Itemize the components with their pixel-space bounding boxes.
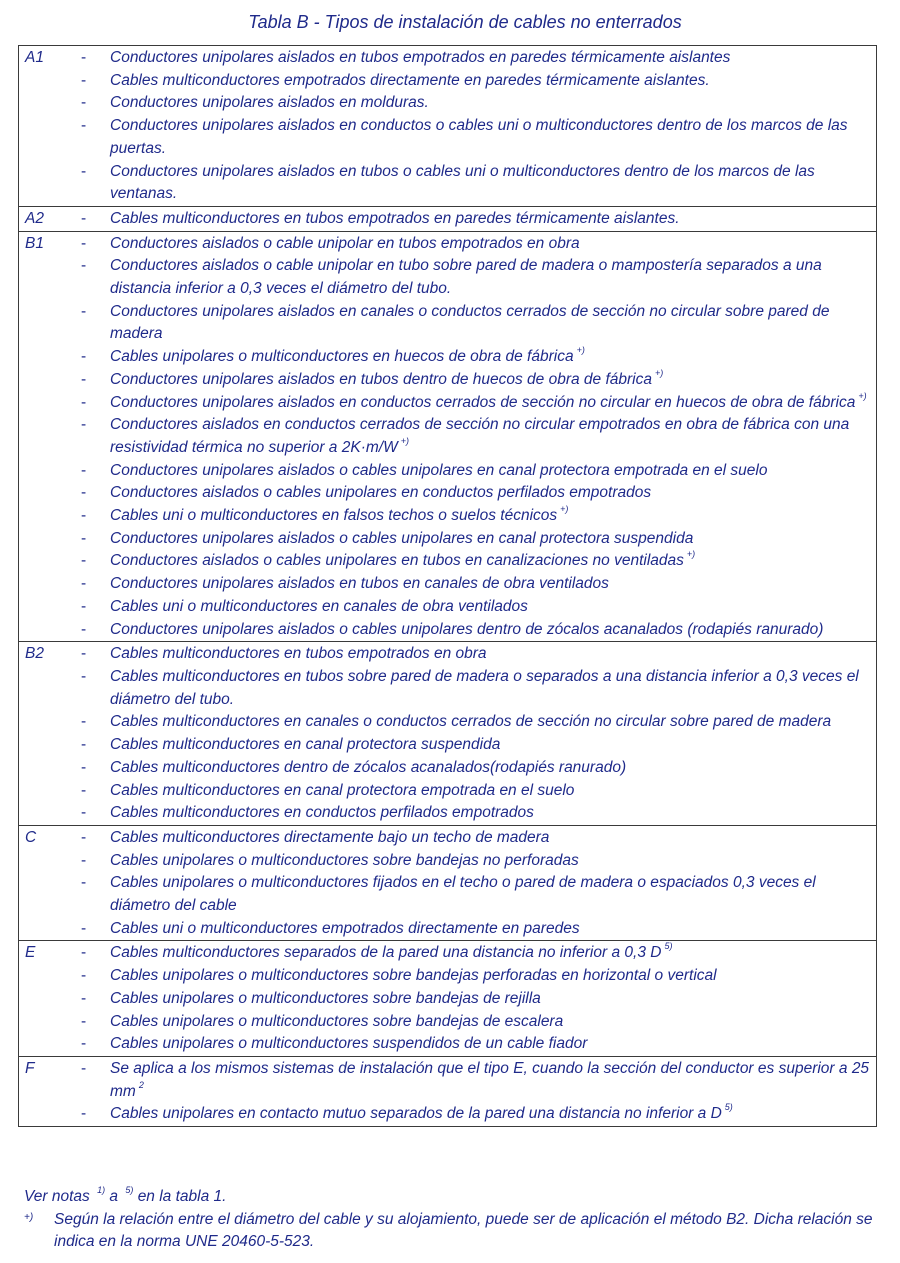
item-text: Conductores unipolares aislados o cables unipolares en canal protectora suspendida [110,529,694,547]
list-item [81,780,872,803]
bullet-dash: - [81,667,87,685]
item-text: Cables multiconductores en tubos sobre pared de madera o separados a una distancia inferior a 0,3 veces el diámetro del tubo. [110,667,859,708]
installation-list [19,46,876,206]
notes-text-b: a [109,1188,119,1205]
bullet-dash: - [81,967,87,985]
installation-types-table [18,45,877,1127]
item-text: Cables unipolares o multiconductores sobre bandejas de rejilla [110,989,541,1007]
item-superscript: +) [686,549,696,560]
item-text: Conductores aislados o cables unipolares en tubos en canalizaciones no ventiladas [110,552,684,570]
bullet-dash: - [81,94,87,112]
list-item [81,92,872,115]
bullet-dash: - [81,1035,87,1053]
notes-sup-1: 1) [97,1185,106,1195]
installation-list [19,1057,876,1126]
bullet-dash: - [81,645,87,663]
bullet-dash: - [81,758,87,776]
notes-line-2 [24,1209,884,1254]
list-item [81,115,872,160]
item-text: Conductores aislados o cable unipolar en tubos empotrados en obra [110,234,580,252]
list-item [81,504,872,528]
bullet-dash: - [81,1059,87,1077]
item-superscript: 2 [138,1079,144,1090]
item-superscript: 5) [724,1102,733,1113]
item-text: Conductores unipolares aislados o cables unipolares en canal protectora empotrada en el suelo [110,461,768,479]
list-item [81,596,872,619]
bullet-dash: - [81,1105,87,1123]
list-item [81,619,872,642]
item-text: Cables unipolares o multiconductores sobre bandejas de escalera [110,1012,564,1030]
item-text: Conductores unipolares aislados en conductos o cables uni o multiconductores dentro de los marcos de las puertas. [110,117,848,157]
list-item [81,872,872,917]
item-text: Se aplica a los mismos sistemas de instalación que el tipo E, cuando la sección del conductor es superior a 25 mm [110,1059,870,1100]
list-item [81,528,872,551]
bullet-dash: - [81,874,87,892]
list-item [81,345,872,369]
item-text: Conductores unipolares aislados en tubos dentro de huecos de obra de fábrica [110,370,653,388]
bullet-dash: - [81,49,87,66]
footnote-mark: +) [24,1211,34,1223]
bullet-dash: - [81,804,87,822]
table-notes [24,1186,884,1254]
list-item [81,711,872,734]
notes-sup-5: 5) [125,1185,134,1195]
item-text: Cables multiconductores en tubos empotrados en obra [110,645,487,663]
bullet-dash: - [81,713,87,731]
bullet-dash: - [81,781,87,799]
item-superscript: +) [858,390,867,401]
bullet-dash: - [81,529,87,547]
item-text: Cables uni o multiconductores en canales de obra ventilados [110,597,528,615]
item-text: Cables multiconductores empotrados directamente en paredes térmicamente aislantes. [110,71,710,89]
bullet-dash: - [81,484,87,502]
installation-list [19,207,876,231]
notes-text-a: Ver notas [24,1188,90,1205]
list-item [81,850,872,873]
bullet-dash: - [81,71,87,89]
bullet-dash: - [81,575,87,593]
item-text: Cables unipolares en contacto mutuo separados de la pared una distancia no inferior a D [110,1105,722,1123]
installation-code: B1 [25,234,44,252]
table-row [19,825,876,941]
installation-code: F [25,1059,35,1077]
notes-line-1 [24,1186,884,1209]
bullet-dash: - [81,944,87,962]
list-item [81,941,872,965]
bullet-dash: - [81,209,87,227]
installation-code: C [25,828,37,846]
bullet-dash: - [81,736,87,754]
notes-text-c: en la tabla 1. [137,1188,227,1205]
item-text: Conductores unipolares aislados en conductos cerrados de sección no circular en huecos de obra de fábrica [110,393,856,411]
item-superscript: 5) [664,941,673,952]
item-text: Cables unipolares o multiconductores fijados en el techo o pared de madera o espaciados 0,3 veces el diámetro del cable [110,874,816,915]
item-superscript: +) [655,367,664,378]
bullet-dash: - [81,507,87,525]
table-title: Tabla B - Tipos de instalación de cables no enterrados [248,12,682,32]
list-item [81,965,872,988]
item-text: Cables unipolares o multiconductores sobre bandejas no perforadas [110,851,579,869]
item-text: Conductores aislados en conductos cerrados de sección no circular empotrados en obra de fábrica con una resistividad térmica no superior a 2K·m/W [110,416,850,456]
bullet-dash: - [81,620,87,638]
installation-code: E [25,944,36,962]
list-item [81,643,872,666]
list-item [81,573,872,596]
bullet-dash: - [81,162,87,180]
bullet-dash: - [81,461,87,479]
list-item [81,233,872,256]
installation-list [19,826,876,941]
item-text: Cables multiconductores separados de la pared una distancia no inferior a 0,3 D [110,944,662,962]
installation-list [19,232,876,642]
footnote-text: Según la relación entre el diámetro del cable y su alojamiento, puede ser de aplicación el método B2. Dicha relación se indica en la norma UNE 20460-5-523. [54,1210,873,1251]
installation-code: A1 [25,49,44,66]
item-text: Conductores unipolares aislados en canales o conductos cerrados de sección no circular sobre pared de madera [110,302,830,343]
bullet-dash: - [81,117,87,135]
list-item [81,757,872,780]
table-row [19,206,876,231]
list-item [81,549,872,573]
installation-list [19,642,876,825]
item-text: Cables multiconductores en canal protectora empotrada en el suelo [110,781,575,799]
item-text: Conductores unipolares aislados en tubos o cables uni o multiconductores dentro de los marcos de las ventanas. [110,162,815,203]
table-row [19,46,876,206]
table-row [19,231,876,642]
item-text: Conductores unipolares aislados en molduras. [110,94,429,112]
list-item [81,802,872,825]
list-item [81,1033,872,1056]
list-item [81,482,872,505]
item-text: Conductores unipolares aislados en tubos en canales de obra ventilados [110,575,609,593]
bullet-dash: - [81,851,87,869]
item-superscript: +) [560,504,569,515]
list-item [81,460,872,483]
item-text: Cables multiconductores en tubos empotrados en paredes térmicamente aislantes. [110,209,680,227]
table-row [19,641,876,825]
list-item [81,1058,872,1103]
list-item [81,988,872,1011]
bullet-dash: - [81,370,87,388]
item-text: Cables multiconductores directamente bajo un techo de madera [110,828,550,846]
item-text: Cables uni o multiconductores en falsos techos o suelos técnicos [110,507,558,525]
installation-code: B2 [25,645,44,663]
item-text: Cables multiconductores en canales o conductos cerrados de sección no circular sobre pared de madera [110,713,832,731]
bullet-dash: - [81,348,87,366]
table-row [19,1056,876,1126]
bullet-dash: - [81,302,87,320]
list-item [81,208,872,231]
list-item [81,301,872,346]
table-row [19,940,876,1056]
bullet-dash: - [81,597,87,615]
list-item [81,255,872,300]
item-text: Conductores aislados o cables unipolares en conductos perfilados empotrados [110,484,652,502]
list-item [81,161,872,206]
item-text: Conductores unipolares aislados o cables unipolares dentro de zócalos acanalados (rodapiés ranurado) [110,620,824,638]
installation-list [19,941,876,1056]
list-item [81,1102,872,1126]
item-text: Cables multiconductores dentro de zócalos acanalados(rodapiés ranurado) [110,758,627,776]
item-text: Cables unipolares o multiconductores suspendidos de un cable fiador [110,1035,588,1053]
bullet-dash: - [81,1012,87,1030]
list-item [81,70,872,93]
bullet-dash: - [81,257,87,275]
list-item [81,918,872,941]
bullet-dash: - [81,393,87,411]
item-superscript: +) [576,345,585,356]
bullet-dash: - [81,234,87,252]
list-item [81,1011,872,1034]
item-text: Cables unipolares o multiconductores sobre bandejas perforadas en horizontal o vertical [110,967,717,985]
list-item [81,734,872,757]
list-item [81,414,872,459]
item-text: Cables multiconductores en conductos perfilados empotrados [110,804,534,822]
bullet-dash: - [81,416,87,434]
item-text: Conductores aislados o cable unipolar en tubo sobre pared de madera o mampostería separados a una distancia inferior a 0,3 veces el diámetro del tubo. [110,257,822,298]
item-text: Conductores unipolares aislados en tubos empotrados en paredes térmicamente aislantes [110,49,731,66]
list-item [81,827,872,850]
list-item [81,367,872,392]
bullet-dash: - [81,919,87,937]
bullet-dash: - [81,989,87,1007]
list-item [81,390,872,415]
bullet-dash: - [81,552,87,570]
item-text: Cables unipolares o multiconductores en huecos de obra de fábrica [110,348,574,366]
installation-code: A2 [25,209,44,227]
item-superscript: +) [400,435,409,446]
item-text: Cables multiconductores en canal protectora suspendida [110,736,501,754]
list-item [81,47,872,70]
item-text: Cables uni o multiconductores empotrados directamente en paredes [110,919,580,937]
list-item [81,666,872,711]
bullet-dash: - [81,828,87,846]
